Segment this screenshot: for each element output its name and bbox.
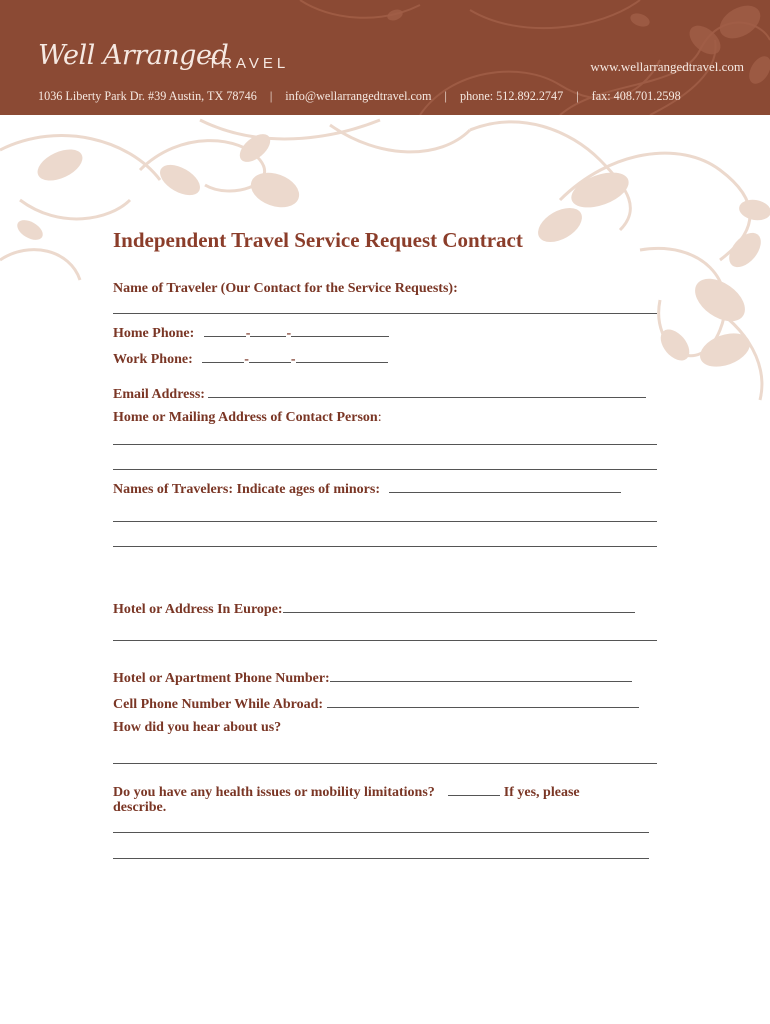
mailing-address-field-1[interactable]	[113, 444, 657, 445]
separator: |	[576, 89, 579, 103]
hotel-europe-label: Hotel or Address In Europe:	[113, 602, 283, 617]
email-label: Email Address:	[113, 387, 205, 402]
home-phone-area-field[interactable]	[204, 324, 246, 337]
phone-dash: -	[290, 352, 296, 367]
home-phone-label: Home Phone:	[113, 326, 195, 341]
travelers-label: Names of Travelers: Indicate ages of minors:	[113, 482, 380, 497]
hotel-phone-label: Hotel or Apartment Phone Number:	[113, 671, 330, 686]
hotel-europe-field-2[interactable]	[113, 640, 657, 641]
email-row	[113, 385, 646, 403]
email-link[interactable]: info@wellarrangedtravel.com	[285, 89, 432, 103]
home-phone-line-field[interactable]	[291, 324, 389, 337]
mailing-address-label-row	[113, 410, 382, 426]
separator: |	[444, 89, 447, 103]
home-phone-prefix-field[interactable]	[250, 324, 286, 337]
health-yes-no-field[interactable]	[448, 783, 500, 796]
hear-about-field[interactable]	[113, 763, 657, 764]
website-link[interactable]: www.wellarrangedtravel.com	[590, 59, 744, 74]
mailing-address-label: Home or Mailing Address of Contact Person	[113, 410, 378, 425]
email-field[interactable]	[208, 385, 646, 398]
mailing-address-field-2[interactable]	[113, 469, 657, 470]
logo-word: TRAVEL	[208, 55, 290, 72]
work-phone-label: Work Phone:	[113, 352, 193, 367]
cell-phone-label: Cell Phone Number While Abroad:	[113, 697, 324, 712]
cell-phone-field[interactable]	[327, 695, 639, 708]
health-describe-text: describe.	[113, 800, 167, 815]
home-phone-row	[113, 324, 389, 342]
health-ifyes-text: If yes, please	[503, 785, 580, 800]
mailing-address-colon: :	[377, 410, 382, 425]
logo-script: Well Arranged	[38, 40, 229, 71]
health-describe-field-1[interactable]	[113, 832, 649, 833]
contact-line	[38, 89, 681, 104]
hotel-phone-row	[113, 669, 632, 687]
health-label: Do you have any health issues or mobility limitations?	[113, 785, 435, 800]
work-phone-row	[113, 350, 388, 368]
phone-dash: -	[286, 326, 292, 341]
travelers-field-2[interactable]	[113, 546, 657, 547]
travelers-row	[113, 480, 621, 498]
hotel-phone-field[interactable]	[330, 669, 632, 682]
page-title: Independent Travel Service Request Contract	[113, 228, 523, 252]
work-phone-area-field[interactable]	[202, 350, 244, 363]
work-phone-prefix-field[interactable]	[249, 350, 291, 363]
phone-dash: -	[244, 352, 249, 367]
work-phone-line-field[interactable]	[296, 350, 388, 363]
hear-about-label: How did you hear about us?	[113, 720, 282, 735]
minors-ages-field[interactable]	[389, 480, 621, 493]
address-text: 1036 Liberty Park Dr. #39 Austin, TX 78746	[38, 89, 257, 103]
phone-dash: -	[245, 326, 251, 341]
health-row	[113, 783, 580, 801]
health-describe-field-2[interactable]	[113, 858, 649, 859]
letterhead-banner	[0, 0, 770, 115]
travelers-field-1[interactable]	[113, 521, 657, 522]
traveler-name-field[interactable]	[113, 313, 657, 314]
hotel-europe-field[interactable]	[283, 600, 635, 613]
phone-text: phone: 512.892.2747	[459, 89, 564, 103]
separator: |	[269, 89, 273, 103]
cell-phone-row	[113, 695, 639, 713]
hotel-europe-row	[113, 600, 635, 618]
traveler-name-label: Name of Traveler (Our Contact for the Service Requests):	[113, 281, 458, 296]
fax-text: fax: 408.701.2598	[591, 89, 681, 103]
